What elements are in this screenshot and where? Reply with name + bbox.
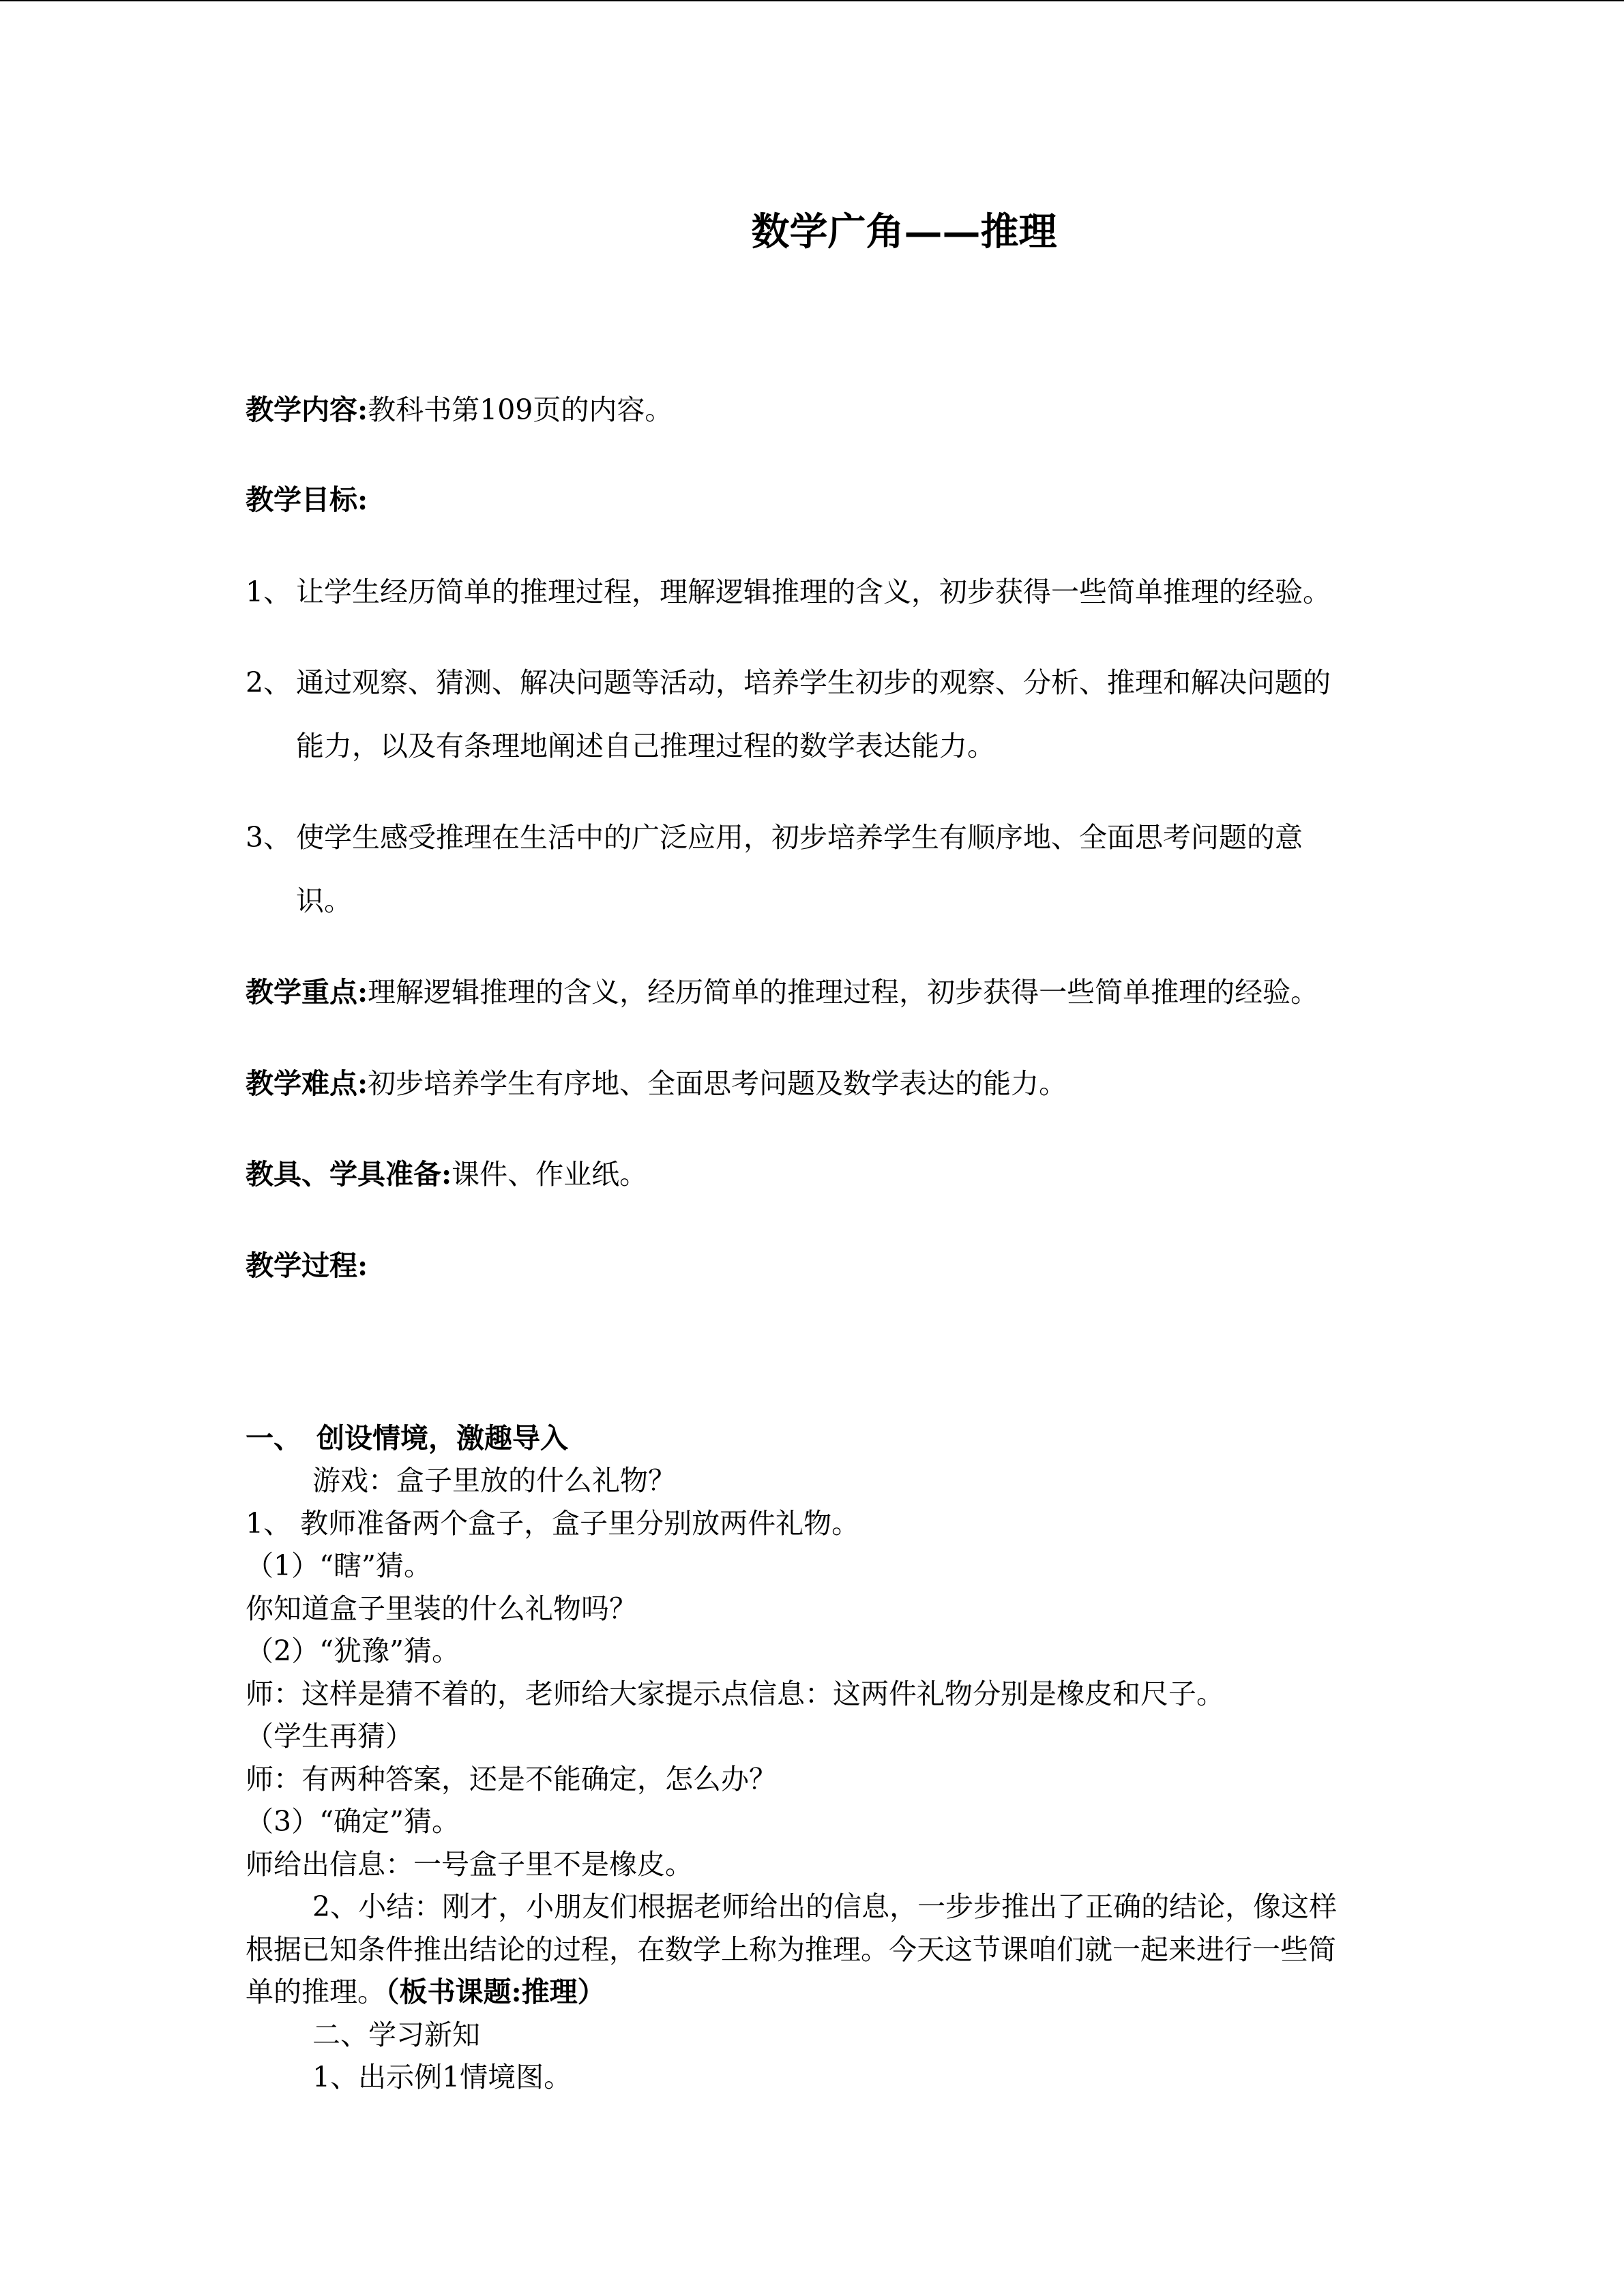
- goals-label: 教学目标:: [246, 483, 368, 516]
- s1-line: （1）“瞎”猜。: [246, 1549, 432, 1582]
- goal-item-1: [246, 578, 291, 606]
- tools-label: 教具、学具准备:: [246, 1158, 452, 1191]
- s1-line: 1、 教师准备两个盒子，盒子里分别放两件礼物。: [246, 1507, 860, 1540]
- s1-line: （2）“犹豫”猜。: [246, 1635, 460, 1667]
- s1-line: 师：这样是猜不着的，老师给大家提示点信息：这两件礼物分别是橡皮和尺子。: [246, 1678, 1224, 1710]
- goal-text-1: 让学生经历简单的推理过程，理解逻辑推理的含义，初步获得一些简单推理的经验。: [296, 576, 1331, 608]
- content-label: 教学内容:: [246, 393, 368, 426]
- goal-number: 2、: [246, 666, 292, 699]
- section2-heading: 二、学习新知: [312, 2018, 480, 2051]
- summary-line1: 2、小结：刚才，小朋友们根据老师给出的信息，一步步推出了正确的结论，像这样: [312, 1890, 1338, 1923]
- page-title: 数学广角——推理: [751, 209, 1057, 254]
- tools-row: [246, 1158, 648, 1191]
- goal-number: 3、: [246, 821, 292, 854]
- difficulty-label: 教学难点:: [246, 1067, 368, 1100]
- s1-line: 师：有两种答案，还是不能确定，怎么办？: [246, 1763, 777, 1795]
- content-text: 教科书第109页的内容。: [368, 393, 673, 426]
- difficulty-row: [246, 1067, 1067, 1100]
- key-point-row: [246, 976, 1319, 1009]
- goal-item-2: [246, 666, 292, 699]
- key-point-label: 教学重点:: [246, 976, 368, 1009]
- summary-line2: 根据已知条件推出结论的过程，在数学上称为推理。今天这节课咱们就一起来进行一些简: [246, 1933, 1336, 1966]
- goal-text-2-line1: 通过观察、猜测、解决问题等活动，培养学生初步的观察、分析、推理和解决问题的: [296, 666, 1331, 699]
- goal-number: 1、: [246, 576, 292, 608]
- section1-number: 一、: [246, 1422, 301, 1455]
- content-row: [246, 393, 673, 426]
- s1-line: 师给出信息：一号盒子里不是橡皮。: [246, 1848, 693, 1881]
- goal-text-3-line1: 使学生感受推理在生活中的广泛应用，初步培养学生有顺序地、全面思考问题的意: [296, 821, 1303, 854]
- section2-line1: 1、出示例1情境图。: [312, 2061, 572, 2093]
- s1-line: 你知道盒子里装的什么礼物吗？: [246, 1592, 637, 1625]
- s1-line-game: 游戏：盒子里放的什么礼物？: [312, 1464, 676, 1497]
- s1-line: （学生再猜）: [246, 1720, 413, 1753]
- summary-line3: [246, 1978, 606, 2006]
- s1-line: （3）“确定”猜。: [246, 1805, 460, 1838]
- tools-text: 课件、作业纸。: [452, 1158, 648, 1191]
- section1-heading: 创设情境，激趣导入: [316, 1422, 568, 1455]
- goal-item-3: [246, 821, 292, 854]
- goal-text-3-line2: 识。: [296, 884, 352, 917]
- summary-text: 单的推理。: [246, 1976, 385, 2008]
- process-label: 教学过程:: [246, 1249, 368, 1282]
- key-point-text: 理解逻辑推理的含义，经历简单的推理过程，初步获得一些简单推理的经验。: [368, 976, 1319, 1009]
- board-title-note: （板书课题:推理）: [385, 1976, 606, 2008]
- goal-text-2-line2: 能力，以及有条理地阐述自己推理过程的数学表达能力。: [296, 730, 995, 762]
- difficulty-text: 初步培养学生有序地、全面思考问题及数学表达的能力。: [368, 1067, 1067, 1100]
